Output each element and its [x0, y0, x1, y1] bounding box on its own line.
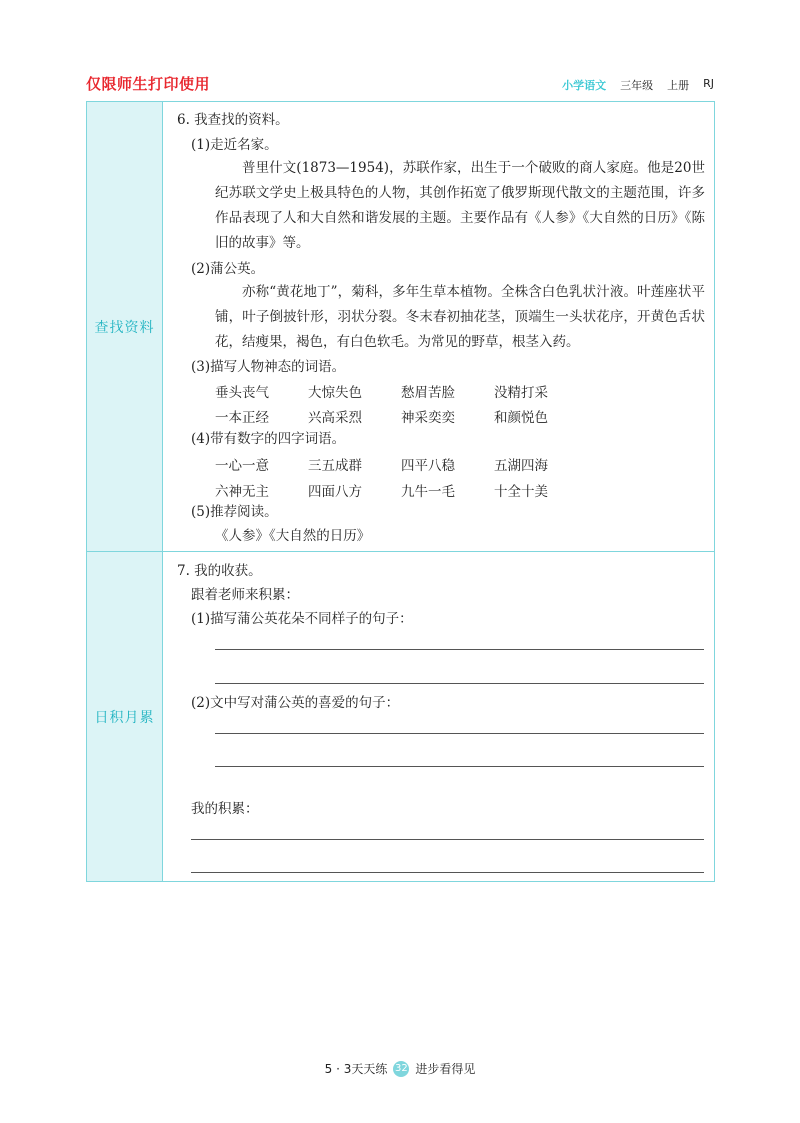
- footer-brand: 5 · 3天天练: [324, 1062, 388, 1076]
- item1-text: 普里什文(1873—1954)，苏联作家，出生于一个破败的商人家庭。他是20世纪苏联文学史上极具特色的人物，其创作拓宽了俄罗斯现代散文的主题范围，许多作品表现了人和大自然和谐发展的主题。主要作品有《人参》《大自然的日历》《陈旧的故事》等。: [215, 160, 705, 251]
- q1-prompt: (1)描写蒲公英花朵不同样子的句子：: [191, 611, 413, 627]
- item4-words-row1: [215, 454, 587, 474]
- section-accumulation: [87, 552, 714, 881]
- worksheet-table: [86, 101, 715, 882]
- word: 十全十美: [494, 484, 548, 500]
- header-subject: 小学语文: [562, 79, 607, 92]
- item2-title: (2)蒲公英。: [191, 261, 265, 277]
- answer-line[interactable]: [191, 839, 704, 840]
- item5-title: (5)推荐阅读。: [191, 504, 278, 520]
- word: 一心一意: [215, 458, 269, 474]
- word: 九牛一毛: [401, 484, 455, 500]
- question-6-title: 6. 我查找的资料。: [177, 112, 289, 128]
- section-research-label: 查找资料: [94, 319, 155, 336]
- q2-prompt: (2)文中写对蒲公英的喜爱的句子：: [191, 695, 400, 711]
- item3-title: (3)描写人物神态的词语。: [191, 359, 346, 375]
- word: 一本正经: [215, 410, 269, 426]
- answer-line[interactable]: [215, 766, 704, 767]
- word: 神采奕奕: [401, 410, 455, 426]
- section-accumulation-content: [163, 552, 714, 881]
- header-info: [562, 77, 714, 93]
- word: 四平八稳: [401, 458, 455, 474]
- section-research-label-cell: [87, 102, 163, 551]
- word: 六神无主: [215, 484, 269, 500]
- question-7-title: 7. 我的收获。: [177, 563, 262, 579]
- word: 和颜悦色: [494, 410, 548, 426]
- item2-text: 亦称“黄花地丁”，菊科，多年生草本植物。全株含白色乳状汁液。叶莲座状平铺，叶子倒披针形，羽状分裂。冬末春初抽花茎，顶端生一头状花序，开黄色舌状花，结瘦果，褐色，有白色软毛。为常见的野草，根茎入药。: [215, 284, 705, 350]
- section-accumulation-label: 日积月累: [94, 709, 155, 726]
- word: 五湖四海: [494, 458, 548, 474]
- answer-line[interactable]: [215, 733, 704, 734]
- answer-line[interactable]: [191, 872, 704, 873]
- word: 没精打采: [494, 385, 548, 401]
- word: 愁眉苦脸: [401, 385, 455, 401]
- page-number: 32: [393, 1061, 409, 1077]
- word: 四面八方: [308, 484, 362, 500]
- item3-words-row2: [215, 406, 587, 426]
- header-edition: RJ: [703, 77, 714, 90]
- header-volume: 上册: [667, 79, 690, 92]
- answer-line[interactable]: [215, 683, 704, 684]
- item5-text: 《人参》《大自然的日历》: [215, 528, 371, 544]
- footer-slogan: 进步看得见: [415, 1062, 476, 1076]
- item4-words-row2: [215, 480, 587, 500]
- section-research-content: [163, 102, 714, 551]
- word: 三五成群: [308, 458, 362, 474]
- header-watermark: 仅限师生打印使用: [86, 75, 211, 93]
- q3-prompt: 我的积累：: [191, 801, 259, 817]
- answer-line[interactable]: [215, 649, 704, 650]
- word: 兴高采烈: [308, 410, 362, 426]
- section-research: [87, 102, 714, 552]
- page-footer: [0, 1060, 800, 1077]
- item1-title: (1)走近名家。: [191, 137, 278, 153]
- item3-words-row1: [215, 381, 587, 401]
- intro-text: 跟着老师来积累：: [191, 587, 299, 603]
- word: 大惊失色: [308, 385, 362, 401]
- word: 垂头丧气: [215, 385, 269, 401]
- header-grade: 三年级: [620, 79, 654, 92]
- item4-title: (4)带有数字的四字词语。: [191, 431, 346, 447]
- section-accumulation-label-cell: [87, 552, 163, 881]
